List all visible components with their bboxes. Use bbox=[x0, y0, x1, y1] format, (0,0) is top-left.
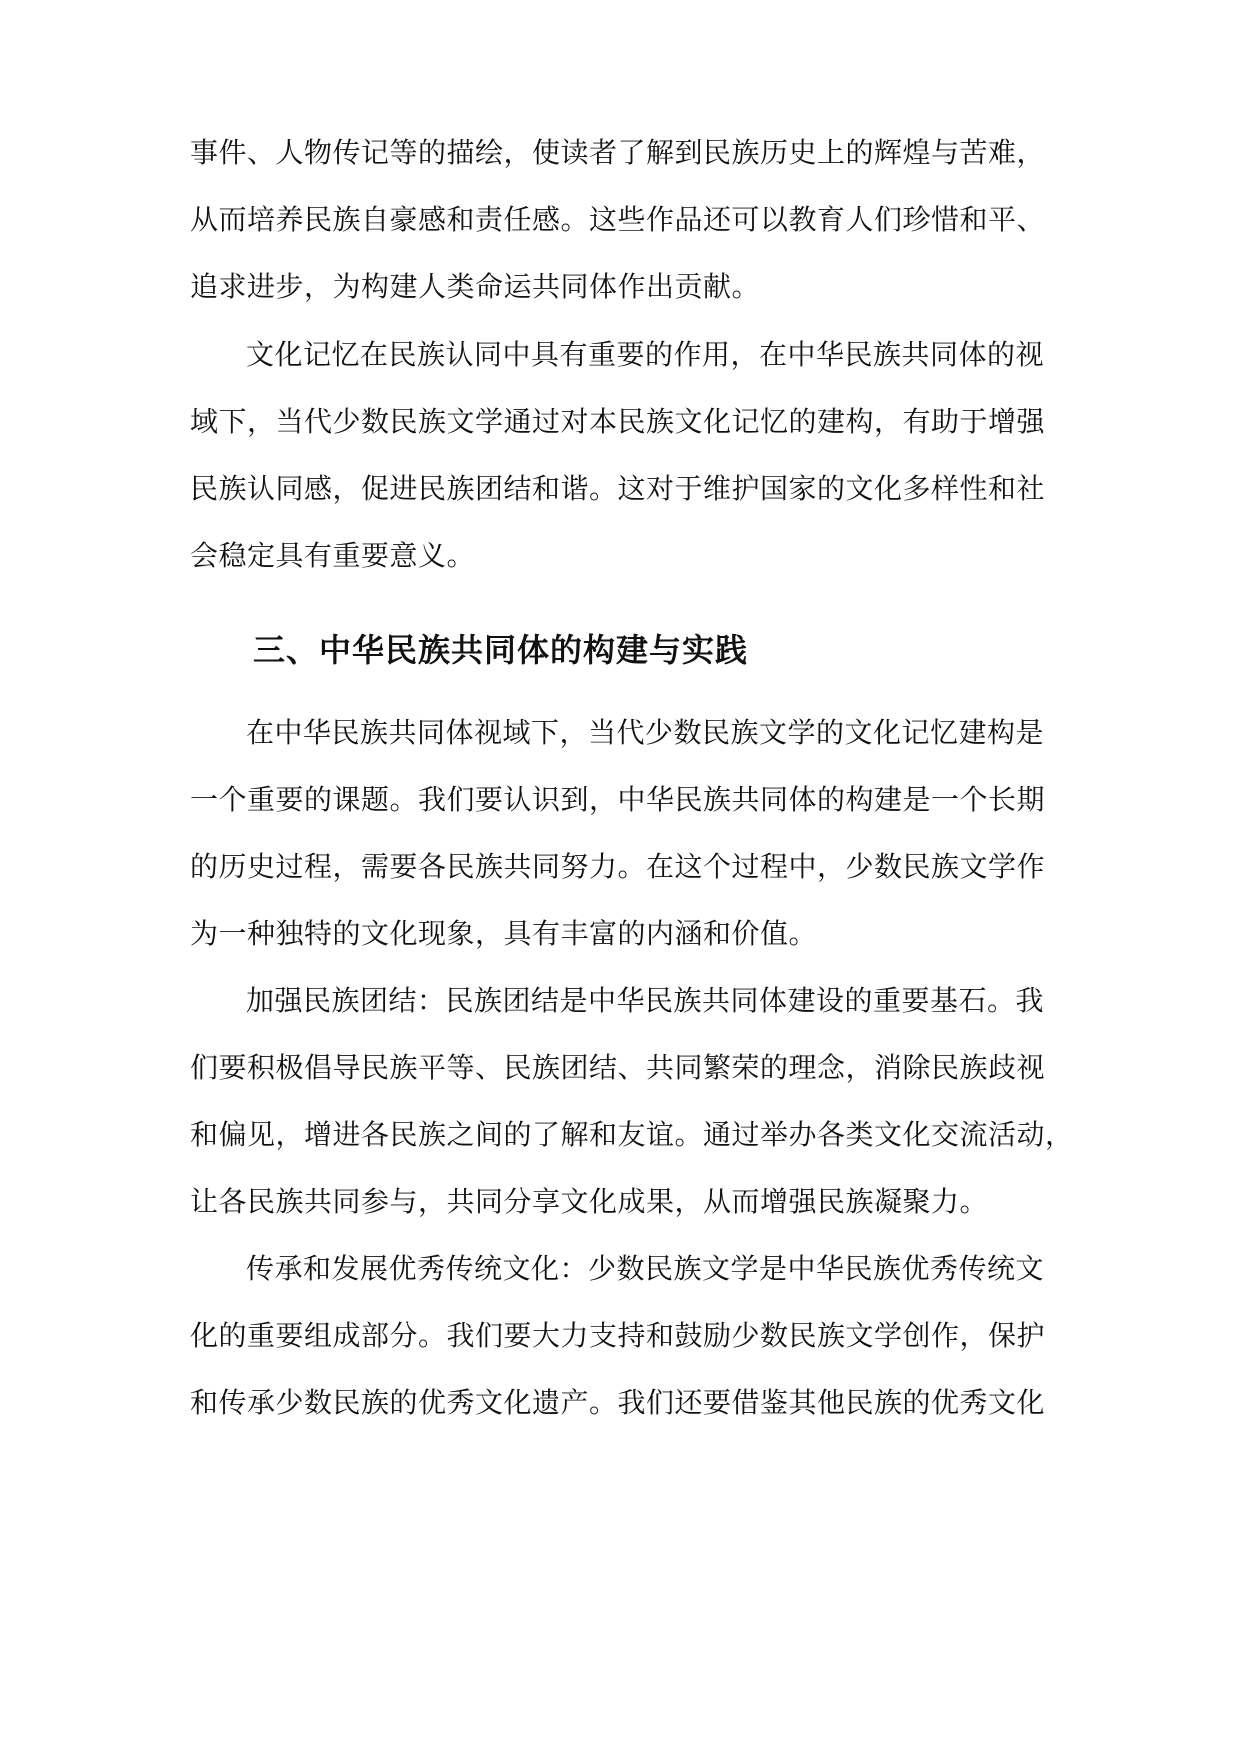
paragraph-line: 和偏见，增进各民族之间的了解和友谊。通过举办各类文化交流活动， bbox=[190, 1118, 1074, 1151]
paragraph-line: 民族认同感，促进民族团结和谐。这对于维护国家的文化多样性和社 bbox=[190, 472, 1046, 505]
paragraph-line: 为一种独特的文化现象，具有丰富的内涵和价值。 bbox=[190, 917, 818, 950]
paragraph-line: 从而培养民族自豪感和责任感。这些作品还可以教育人们珍惜和平、 bbox=[190, 203, 1046, 236]
paragraph-line: 和传承少数民族的优秀文化遗产。我们还要借鉴其他民族的优秀文化 bbox=[190, 1386, 1046, 1419]
paragraph-line: 文化记忆在民族认同中具有重要的作用，在中华民族共同体的视 bbox=[246, 338, 1045, 371]
paragraph-line: 一个重要的课题。我们要认识到，中华民族共同体的构建是一个长期 bbox=[190, 783, 1046, 816]
paragraph-line: 会稳定具有重要意义。 bbox=[190, 539, 476, 572]
paragraph-line: 域下，当代少数民族文学通过对本民族文化记忆的建构，有助于增强 bbox=[190, 405, 1046, 438]
paragraph-line: 化的重要组成部分。我们要大力支持和鼓励少数民族文学创作，保护 bbox=[190, 1319, 1046, 1352]
paragraph-line: 让各民族共同参与，共同分享文化成果，从而增强民族凝聚力。 bbox=[190, 1185, 989, 1218]
section-heading: 三、中华民族共同体的构建与实践 bbox=[253, 631, 749, 669]
paragraph-line: 们要积极倡导民族平等、民族团结、共同繁荣的理念，消除民族歧视 bbox=[190, 1051, 1046, 1084]
paragraph-line: 传承和发展优秀传统文化：少数民族文学是中华民族优秀传统文 bbox=[246, 1252, 1045, 1285]
paragraph-line: 加强民族团结：民族团结是中华民族共同体建设的重要基石。我 bbox=[246, 984, 1045, 1017]
paragraph-line: 追求进步，为构建人类命运共同体作出贡献。 bbox=[190, 270, 761, 303]
paragraph-line: 的历史过程，需要各民族共同努力。在这个过程中，少数民族文学作 bbox=[190, 850, 1046, 883]
paragraph-line: 在中华民族共同体视域下，当代少数民族文学的文化记忆建构是 bbox=[246, 716, 1045, 749]
paragraph-line: 事件、人物传记等的描绘，使读者了解到民族历史上的辉煌与苦难， bbox=[190, 136, 1046, 169]
